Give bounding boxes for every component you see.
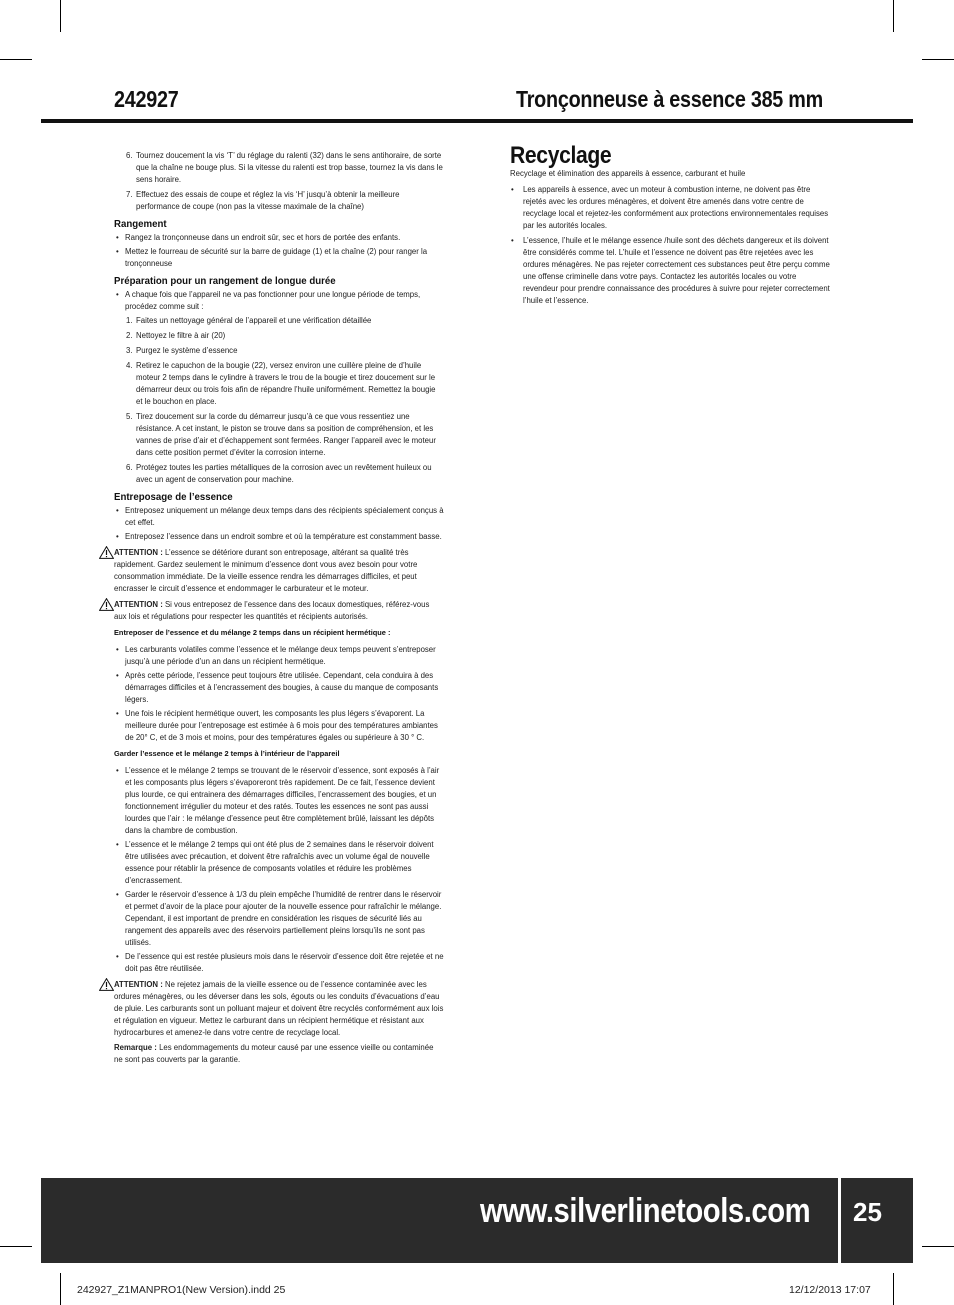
crop-mark xyxy=(893,0,894,32)
bullet-dot-icon: • xyxy=(116,247,119,256)
page-number: 25 xyxy=(853,1197,882,1227)
list-item: 1. Faites un nettoyage général de l’appareil et une vérification détaillée xyxy=(126,316,372,325)
bullet-dot-icon: • xyxy=(116,645,119,654)
crop-mark xyxy=(0,59,32,60)
bullet-dot-icon: • xyxy=(116,671,119,680)
warning-triangle-icon xyxy=(99,978,114,991)
list-item: • L’essence et le mélange 2 temps qui ont été plus de 2 semaines dans le réservoir doivent être utilisées avec précaution, et doivent être rafraîchis avec un volume égal de nouvelle essence pour rétablir la présence de composants volatiles et réduire les problèmes d’encrassement. xyxy=(116,840,434,885)
bullet-dot-icon: • xyxy=(116,952,119,961)
crop-mark xyxy=(922,59,954,60)
subheading-tank: Garder l’essence et le mélange 2 temps à l’intérieur de l’appareil xyxy=(114,749,340,758)
crop-mark xyxy=(60,1273,61,1305)
warning-triangle-icon xyxy=(99,598,114,611)
bullet-dot-icon: • xyxy=(116,709,119,718)
print-slug-file: 242927_Z1MANPRO1(New Version).indd 25 xyxy=(77,1284,286,1296)
product-number: 242927 xyxy=(114,86,179,112)
subheading-hermetic: Entreposer de l’essence et du mélange 2 temps dans un récipient hermétique : xyxy=(114,628,391,637)
list-item: 6. Protégez toutes les parties métalliques de la corrosion avec un revêtement huileux ou avec un agent de conservation pour machine. xyxy=(126,463,432,484)
crop-mark xyxy=(922,1246,954,1247)
list-item: 4. Retirez le capuchon de la bougie (22), versez environ une cuillère pleine de d’huile moteur 2 temps dans le cylindre à travers le trou de la bougie et tirez doucement sur le démarreur deux ou trois fois afin de répandre l’huile uniformément. Remettez la bougie et le bouchon en place. xyxy=(126,361,436,406)
list-item: • De l’essence qui est restée plusieurs mois dans le réservoir d’essence doit être rejetée et ne doit pas être réutilisée. xyxy=(116,952,444,973)
footer-url: www.silverlinetools.com xyxy=(480,1192,811,1230)
bullet-dot-icon: • xyxy=(511,185,514,194)
list-item: • Les carburants volatiles comme l’essence et le mélange deux temps peuvent s’entreposer jusqu’à une période d’un an dans un récipient hermétique. xyxy=(116,645,436,666)
list-item: 2. Nettoyez le filtre à air (20) xyxy=(126,331,226,340)
list-item: • L’essence et le mélange 2 temps se trouvant de le réservoir d’essence, sont exposés à l’air et les composants plus légers s’évaporeront très rapidement. De ce fait, l’essence devient plus lourde, ce qui entrainera des démarrages difficiles, l’encrassement des bougies, et un fonctionnement irrégulier du moteur et des ratés. Toutes les essences ne sont pas aussi lourdes que l’air : le mélange d’essence peut être complètement brûlé, laissant les dépôts dans la chambre de combustion. xyxy=(116,766,440,835)
warning-note: ATTENTION : Ne rejetez jamais de la vieille essence ou de l’essence contaminée avec les ordures ménagères, ou les déverser dans les sols, égouts ou les conduits d’évacuations d’eau de pluie. Les carburants sont un polluant majeur et doivent être recyclés conformément aux lois et régulation en vigueur. Mettez le carburant dans un récipient hermétique et résistant aux hydrocarbures et amenez-le dans votre centre de recyclage local. xyxy=(99,979,444,1039)
list-item: • Entreposez l’essence dans un endroit sombre et où la température est constamment basse. xyxy=(116,532,442,541)
section-heading-preparation: Préparation pour un rangement de longue durée xyxy=(114,275,336,287)
list-item: 5. Tirez doucement sur la corde du démarreur jusqu’à ce que vous ressentiez une résistance. A cet instant, le piston se trouve dans sa position de compréhension, et les vannes de prise d’air et d’échappement sont fermées. Ranger l’appareil avec le moteur dans cette position permet d’éviter la corrosion interne. xyxy=(126,412,436,457)
list-item: • Entreposez uniquement un mélange deux temps dans des récipients spécialement conçus à cet effet. xyxy=(116,506,444,527)
list-item: • Rangez la tronçonneuse dans un endroit sûr, sec et hors de portée des enfants. xyxy=(116,233,401,242)
bullet-dot-icon: • xyxy=(116,840,119,849)
list-item: • A chaque fois que l’appareil ne va pas fonctionner pour une longue période de temps, procédez comme suit : xyxy=(116,290,421,311)
bullet-dot-icon: • xyxy=(511,236,514,245)
list-item: 3. Purgez le système d’essence xyxy=(126,346,238,355)
list-item: 6. Tournez doucement la vis ‘T’ du réglage du ralenti (32) dans le sens antihoraire, de sorte que la chaîne ne bouge plus. Si la vitesse du ralenti est trop basse, tournez la vis dans le sens horaire. xyxy=(126,151,443,184)
print-slug-datetime: 12/12/2013 17:07 xyxy=(789,1284,871,1296)
list-item: • Garder le réservoir d’essence à 1/3 du plein empêche l’humidité de rentrer dans le réservoir et permet d’avoir de la place pour ajouter de la nouvelle essence pour rafraîchir le mélange. Cependant, il est important de prendre en considération les risques de sécurité liés au rangement des appareils avec des réservoirs partiellement pleins lorsqu’ils ne sont pas utilisés. xyxy=(116,890,442,947)
warning-triangle-icon xyxy=(99,546,114,559)
remark-note: Remarque : Les endommagements du moteur causé par une essence vieille ou contaminée ne sont pas couverts par la garantie. xyxy=(114,1043,434,1064)
list-item: • Mettez le fourreau de sécurité sur la barre de guidage (1) et la chaîne (2) pour ranger la tronçonneuse xyxy=(116,247,428,268)
warning-note: ATTENTION : Si vous entreposez de l’essence dans des locaux domestiques, référez-vous aux lois et régulations pour respecter les quantités et récipients autorisés. xyxy=(99,599,444,623)
section-heading-rangement: Rangement xyxy=(114,218,167,230)
list-item: • Les appareils à essence, avec un moteur à combustion interne, ne doivent pas être rejetés avec les ordures ménagères, et doivent être amenés dans votre centre de recyclage local et rejetez-les conformément aux protections environnementales requises par les autorités locales. xyxy=(511,185,829,230)
left-column xyxy=(99,150,444,1069)
product-title: Tronçonneuse à essence 385 mm xyxy=(516,86,823,112)
list-item: • Après cette période, l’essence peut toujours être utilisée. Cependant, cela conduira à des démarrages difficiles et à l’encrassement des bougies, à cause du manque de composants légers. xyxy=(116,671,439,704)
bullet-dot-icon: • xyxy=(116,532,119,541)
list-item: • Une fois le récipient hermétique ouvert, les composants les plus légers s’évaporent. La meilleure durée pour l’entreposage est estimée à 6 mois pour des températures ambiantes de 20° C, et de 3 mois et moins, pour des températures égales ou supérieure à 30 ° C. xyxy=(116,709,438,742)
footer-divider xyxy=(838,1178,841,1263)
bullet-dot-icon: • xyxy=(116,766,119,775)
right-column xyxy=(510,142,830,310)
bullet-dot-icon: • xyxy=(116,506,119,515)
crop-mark xyxy=(60,0,61,32)
crop-mark xyxy=(0,1246,32,1247)
list-item: • L’essence, l’huile et le mélange essence /huile sont des déchets dangereux et ils doivent être considérés comme tel. L’huile et l’essence ne doivent pas être rejetées avec les ordures ménagères. Ne pas rejeter correctement ces substances peut être perçu comme une offense criminelle dans votre pays. Contactez les autorités locales ou votre revendeur pour prendre connaissance des procédures à suivre pour rejeter correctement l’huile et l’essence. xyxy=(511,236,830,305)
recyclage-intro: Recyclage et élimination des appareils à essence, carburant et huile xyxy=(510,169,746,178)
header-rule xyxy=(41,119,913,123)
bullet-dot-icon: • xyxy=(116,890,119,899)
crop-mark xyxy=(893,1273,894,1305)
section-heading-recyclage: Recyclage xyxy=(510,142,612,169)
bullet-dot-icon: • xyxy=(116,233,119,242)
warning-note: ATTENTION : L’essence se détériore durant son entreposage, altérant sa qualité très rapidement. Gardez seulement le minimum d’essence dont vous avez besoin pour votre consommation immédiate. De la vieille essence rendra les démarrages difficiles, et peut encrasser le circuit d’essence et endommager le carburateur et le moteur. xyxy=(99,547,444,595)
section-heading-entreposage: Entreposage de l’essence xyxy=(114,491,233,503)
bullet-dot-icon: • xyxy=(116,290,119,299)
list-item: 7. Effectuez des essais de coupe et réglez la vis ‘H’ jusqu’à obtenir la meilleure performance de coupe (non pas la vitesse maximale de la chaîne) xyxy=(126,190,400,211)
